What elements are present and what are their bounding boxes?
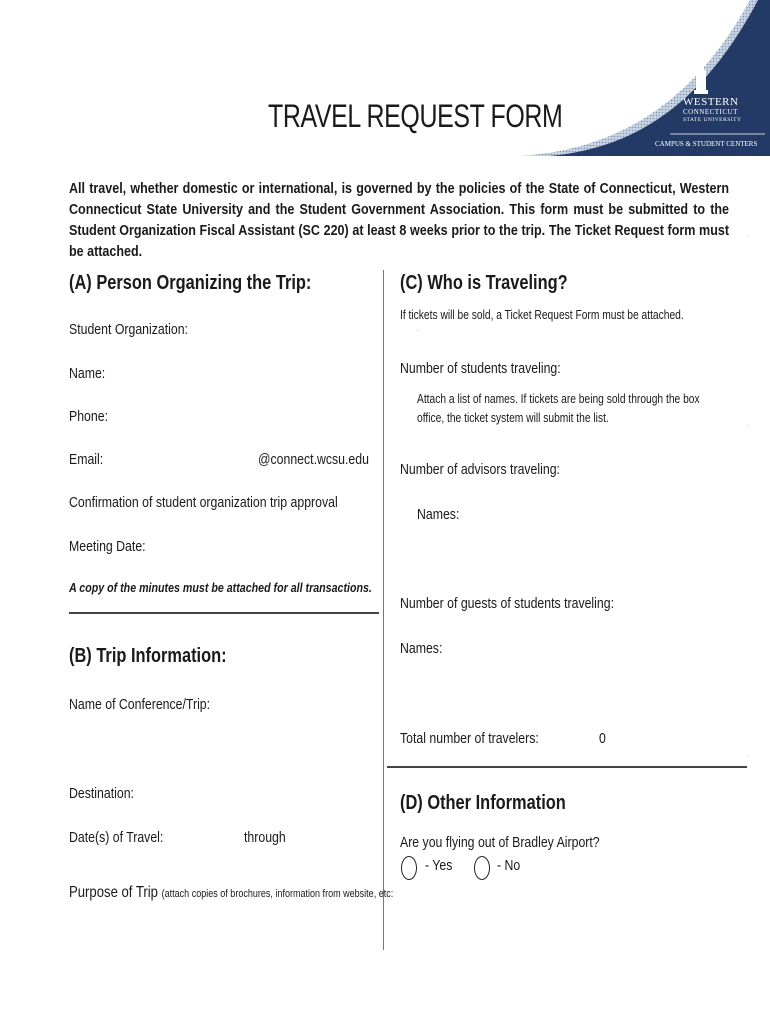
logo-line-4: CAMPUS & STUDENT CENTERS <box>655 140 758 148</box>
destination-label: Destination: <box>69 785 134 802</box>
section-c-heading: (C) Who is Traveling? <box>400 272 568 294</box>
intro-paragraph: All travel, whether domestic or international, is governed by the policies of the State of Connecticut, Western Connecticut State University and the Student Government Association. This form must be submitted to the Student Organization Fiscal Assistant (SC 220) at least 8 weeks prior to the trip. The Ticket Request form must be attached. <box>69 180 729 260</box>
no-label: - No <box>497 857 521 874</box>
guest-names-label: Names: <box>400 640 443 657</box>
section-a-heading: (A) Person Organizing the Trip: <box>69 272 312 294</box>
attach-note-2: office, the ticket system will submit the list. <box>417 411 609 425</box>
section-a-rule <box>69 612 379 614</box>
num-guests-label: Number of guests of students traveling: <box>400 595 615 612</box>
bradley-question: Are you flying out of Bradley Airport? <box>400 834 600 851</box>
minutes-note: A copy of the minutes must be attached for all transactions. <box>69 580 372 595</box>
section-b-heading: (B) Trip Information: <box>69 645 227 667</box>
logo-line-3: STATE UNIVERSITY <box>683 117 742 123</box>
attach-note-1: Attach a list of names. If tickets are being sold through the box <box>417 392 700 406</box>
total-travelers-label: Total number of travelers: <box>400 730 539 747</box>
confirmation-label: Confirmation of student organization trip approval <box>69 494 338 511</box>
margin-mark: . <box>748 232 750 238</box>
email-domain: @connect.wcsu.edu <box>258 451 369 468</box>
phone-label: Phone: <box>69 408 108 425</box>
advisor-names-label: Names: <box>417 506 460 523</box>
margin-mark: . <box>748 752 750 758</box>
dates-label: Date(s) of Travel: <box>69 829 164 846</box>
through-label: through <box>244 829 286 846</box>
no-radio[interactable] <box>474 856 490 880</box>
tower-icon <box>694 48 708 94</box>
purpose-label: Purpose of Trip (attach copies of brochures, information from website, etc: <box>69 884 394 901</box>
tickets-note: If tickets will be sold, a Ticket Request Form must be attached. <box>400 308 684 322</box>
page-title: TRAVEL REQUEST FORM <box>268 98 563 134</box>
num-advisors-label: Number of advisors traveling: <box>400 461 560 478</box>
student-org-label: Student Organization: <box>69 321 188 338</box>
margin-mark: . <box>748 422 750 428</box>
total-travelers-value: 0 <box>599 730 606 747</box>
email-label: Email: <box>69 451 104 468</box>
column-divider <box>383 270 384 950</box>
section-d-heading: (D) Other Information <box>400 792 566 814</box>
logo-line-2: CONNECTICUT <box>683 108 738 116</box>
logo-line-1: WESTERN <box>683 96 739 108</box>
purpose-note: (attach copies of brochures, information from website, etc: <box>161 888 394 900</box>
meeting-date-label: Meeting Date: <box>69 538 146 555</box>
name-label: Name: <box>69 365 106 382</box>
section-c-rule <box>387 766 747 768</box>
num-students-label: Number of students traveling: <box>400 360 561 377</box>
dot-mark: . <box>417 327 419 333</box>
yes-radio[interactable] <box>401 856 417 880</box>
yes-label: - Yes <box>425 857 453 874</box>
conference-label: Name of Conference/Trip: <box>69 696 211 713</box>
